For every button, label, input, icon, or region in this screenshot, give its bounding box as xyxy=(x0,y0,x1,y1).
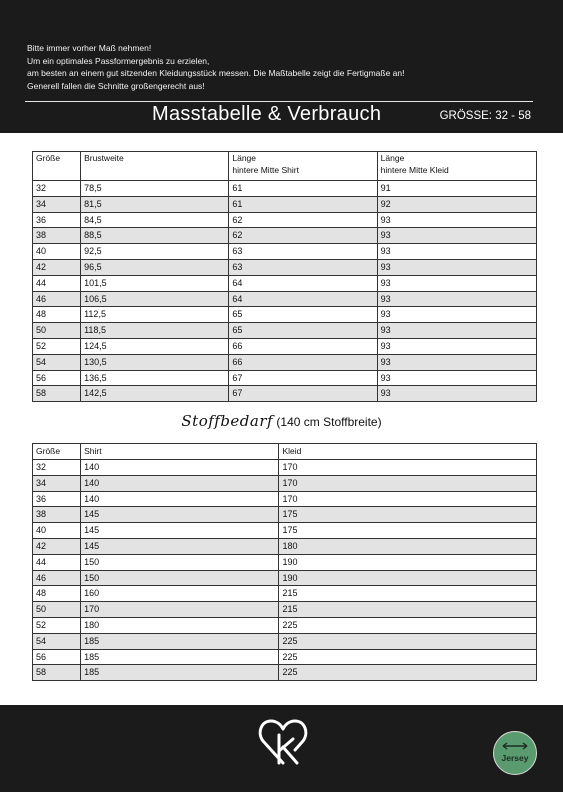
table-row xyxy=(33,523,537,539)
table-cell: 190 xyxy=(279,554,537,570)
table-row xyxy=(33,259,537,275)
table-cell: 225 xyxy=(279,633,537,649)
table-cell: 81,5 xyxy=(81,196,229,212)
table-cell: 36 xyxy=(33,491,81,507)
table-cell: 93 xyxy=(377,386,536,402)
table-cell: 175 xyxy=(279,523,537,539)
table-cell: 170 xyxy=(81,602,279,618)
table-cell: 185 xyxy=(81,649,279,665)
table-cell: 67 xyxy=(229,370,377,386)
table-cell: 92 xyxy=(377,196,536,212)
table-cell: 91 xyxy=(377,181,536,197)
table-cell: 42 xyxy=(33,259,81,275)
table-cell: 32 xyxy=(33,181,81,197)
table-cell: 63 xyxy=(229,244,377,260)
table-row xyxy=(33,633,537,649)
fabric-table-header xyxy=(33,444,537,460)
table-cell: 61 xyxy=(229,196,377,212)
table-cell: 48 xyxy=(33,307,81,323)
table-row xyxy=(33,228,537,244)
table-cell: 46 xyxy=(33,291,81,307)
measure-header-cell: Größe xyxy=(33,152,81,181)
fabric-table-body xyxy=(33,460,537,681)
table-cell: 93 xyxy=(377,259,536,275)
table-cell: 48 xyxy=(33,586,81,602)
table-cell: 180 xyxy=(81,617,279,633)
table-cell: 44 xyxy=(33,275,81,291)
table-cell: 42 xyxy=(33,538,81,554)
table-row xyxy=(33,275,537,291)
table-cell: 92,5 xyxy=(81,244,229,260)
table-row xyxy=(33,649,537,665)
table-cell: 84,5 xyxy=(81,212,229,228)
table-cell: 101,5 xyxy=(81,275,229,291)
table-cell: 170 xyxy=(279,475,537,491)
table-row xyxy=(33,338,537,354)
table-cell: 225 xyxy=(279,649,537,665)
table-cell: 65 xyxy=(229,323,377,339)
table-cell: 160 xyxy=(81,586,279,602)
table-cell: 36 xyxy=(33,212,81,228)
table-cell: 93 xyxy=(377,275,536,291)
table-cell: 32 xyxy=(33,460,81,476)
table-row xyxy=(33,570,537,586)
measure-header-cell: Länge hintere Mitte Kleid xyxy=(377,152,536,181)
intro-line: Generell fallen die Schnitte großengerecht aus! xyxy=(27,80,205,91)
table-cell: 50 xyxy=(33,323,81,339)
table-row xyxy=(33,538,537,554)
heart-k-logo-icon xyxy=(255,713,311,774)
table-cell: 96,5 xyxy=(81,259,229,275)
table-cell: 38 xyxy=(33,507,81,523)
table-cell: 190 xyxy=(279,570,537,586)
table-cell: 140 xyxy=(81,491,279,507)
table-row xyxy=(33,554,537,570)
table-cell: 66 xyxy=(229,354,377,370)
table-cell: 112,5 xyxy=(81,307,229,323)
table-row xyxy=(33,307,537,323)
table-row xyxy=(33,354,537,370)
badge-label: Jersey xyxy=(501,753,529,763)
table-row xyxy=(33,617,537,633)
table-cell: 170 xyxy=(279,460,537,476)
size-range: GRÖSSE: 32 - 58 xyxy=(439,110,531,122)
page-title: Masstabelle & Verbrauch xyxy=(152,103,382,125)
table-cell: 118,5 xyxy=(81,323,229,339)
table-cell: 40 xyxy=(33,523,81,539)
table-cell: 88,5 xyxy=(81,228,229,244)
table-cell: 170 xyxy=(279,491,537,507)
table-cell: 93 xyxy=(377,244,536,260)
table-cell: 225 xyxy=(279,665,537,681)
table-cell: 93 xyxy=(377,307,536,323)
table-row xyxy=(33,665,537,681)
intro-line: am besten an einem gut sitzenden Kleidungsstück messen. Die Maßtabelle zeigt die Fertigmaße an! xyxy=(27,68,405,78)
table-cell: 34 xyxy=(33,475,81,491)
table-cell: 145 xyxy=(81,507,279,523)
table-cell: 58 xyxy=(33,386,81,402)
header-divider xyxy=(25,101,533,102)
table-cell: 93 xyxy=(377,291,536,307)
table-row xyxy=(33,491,537,507)
intro-line: Um ein optimales Passformergebnis zu erzielen, xyxy=(27,55,210,66)
table-cell: 65 xyxy=(229,307,377,323)
table-cell: 175 xyxy=(279,507,537,523)
table-row xyxy=(33,196,537,212)
measure-header-cell: Brustweite xyxy=(81,152,229,181)
table-cell: 215 xyxy=(279,586,537,602)
table-cell: 93 xyxy=(377,354,536,370)
fabric-heading xyxy=(0,412,563,430)
measure-table-header xyxy=(33,152,537,181)
table-cell: 46 xyxy=(33,570,81,586)
table-cell: 130,5 xyxy=(81,354,229,370)
measure-table-body xyxy=(33,181,537,402)
table-cell: 40 xyxy=(33,244,81,260)
table-row xyxy=(33,460,537,476)
table-cell: 140 xyxy=(81,475,279,491)
table-cell: 140 xyxy=(81,460,279,476)
table-cell: 64 xyxy=(229,275,377,291)
table-row xyxy=(33,212,537,228)
table-row xyxy=(33,370,537,386)
table-cell: 56 xyxy=(33,649,81,665)
measure-header-cell: Länge hintere Mitte Shirt xyxy=(229,152,377,181)
table-cell: 150 xyxy=(81,570,279,586)
table-cell: 54 xyxy=(33,354,81,370)
table-row xyxy=(33,323,537,339)
table-cell: 62 xyxy=(229,228,377,244)
table-cell: 34 xyxy=(33,196,81,212)
table-cell: 38 xyxy=(33,228,81,244)
table-cell: 52 xyxy=(33,338,81,354)
jersey-badge xyxy=(493,731,537,775)
table-cell: 50 xyxy=(33,602,81,618)
stretch-arrows-icon xyxy=(501,740,529,752)
table-cell: 54 xyxy=(33,633,81,649)
table-cell: 225 xyxy=(279,617,537,633)
table-cell: 61 xyxy=(229,181,377,197)
table-cell: 145 xyxy=(81,538,279,554)
table-cell: 124,5 xyxy=(81,338,229,354)
table-cell: 185 xyxy=(81,665,279,681)
table-cell: 215 xyxy=(279,602,537,618)
table-cell: 185 xyxy=(81,633,279,649)
table-row xyxy=(33,507,537,523)
table-cell: 66 xyxy=(229,338,377,354)
fabric-script-title: Stoffbedarf xyxy=(181,412,274,430)
measure-table xyxy=(32,151,537,402)
table-cell: 93 xyxy=(377,212,536,228)
table-cell: 58 xyxy=(33,665,81,681)
fabric-header-cell: Größe xyxy=(33,444,81,460)
table-cell: 63 xyxy=(229,259,377,275)
table-cell: 142,5 xyxy=(81,386,229,402)
table-cell: 93 xyxy=(377,338,536,354)
fabric-subtitle: (140 cm Stoffbreite) xyxy=(276,415,382,429)
table-cell: 64 xyxy=(229,291,377,307)
table-cell: 44 xyxy=(33,554,81,570)
table-row xyxy=(33,586,537,602)
table-cell: 180 xyxy=(279,538,537,554)
table-cell: 52 xyxy=(33,617,81,633)
table-row xyxy=(33,181,537,197)
table-cell: 67 xyxy=(229,386,377,402)
table-cell: 93 xyxy=(377,228,536,244)
table-cell: 150 xyxy=(81,554,279,570)
header xyxy=(0,0,563,133)
table-cell: 78,5 xyxy=(81,181,229,197)
table-row xyxy=(33,291,537,307)
table-cell: 106,5 xyxy=(81,291,229,307)
table-row xyxy=(33,475,537,491)
intro-line: Bitte immer vorher Maß nehmen! xyxy=(27,43,152,53)
table-cell: 136,5 xyxy=(81,370,229,386)
table-cell: 93 xyxy=(377,323,536,339)
table-row xyxy=(33,386,537,402)
intro-text xyxy=(27,42,405,92)
table-cell: 56 xyxy=(33,370,81,386)
table-cell: 93 xyxy=(377,370,536,386)
fabric-table xyxy=(32,443,537,681)
table-cell: 145 xyxy=(81,523,279,539)
fabric-header-cell: Shirt xyxy=(81,444,279,460)
table-row xyxy=(33,602,537,618)
table-row xyxy=(33,244,537,260)
fabric-header-cell: Kleid xyxy=(279,444,537,460)
table-cell: 62 xyxy=(229,212,377,228)
